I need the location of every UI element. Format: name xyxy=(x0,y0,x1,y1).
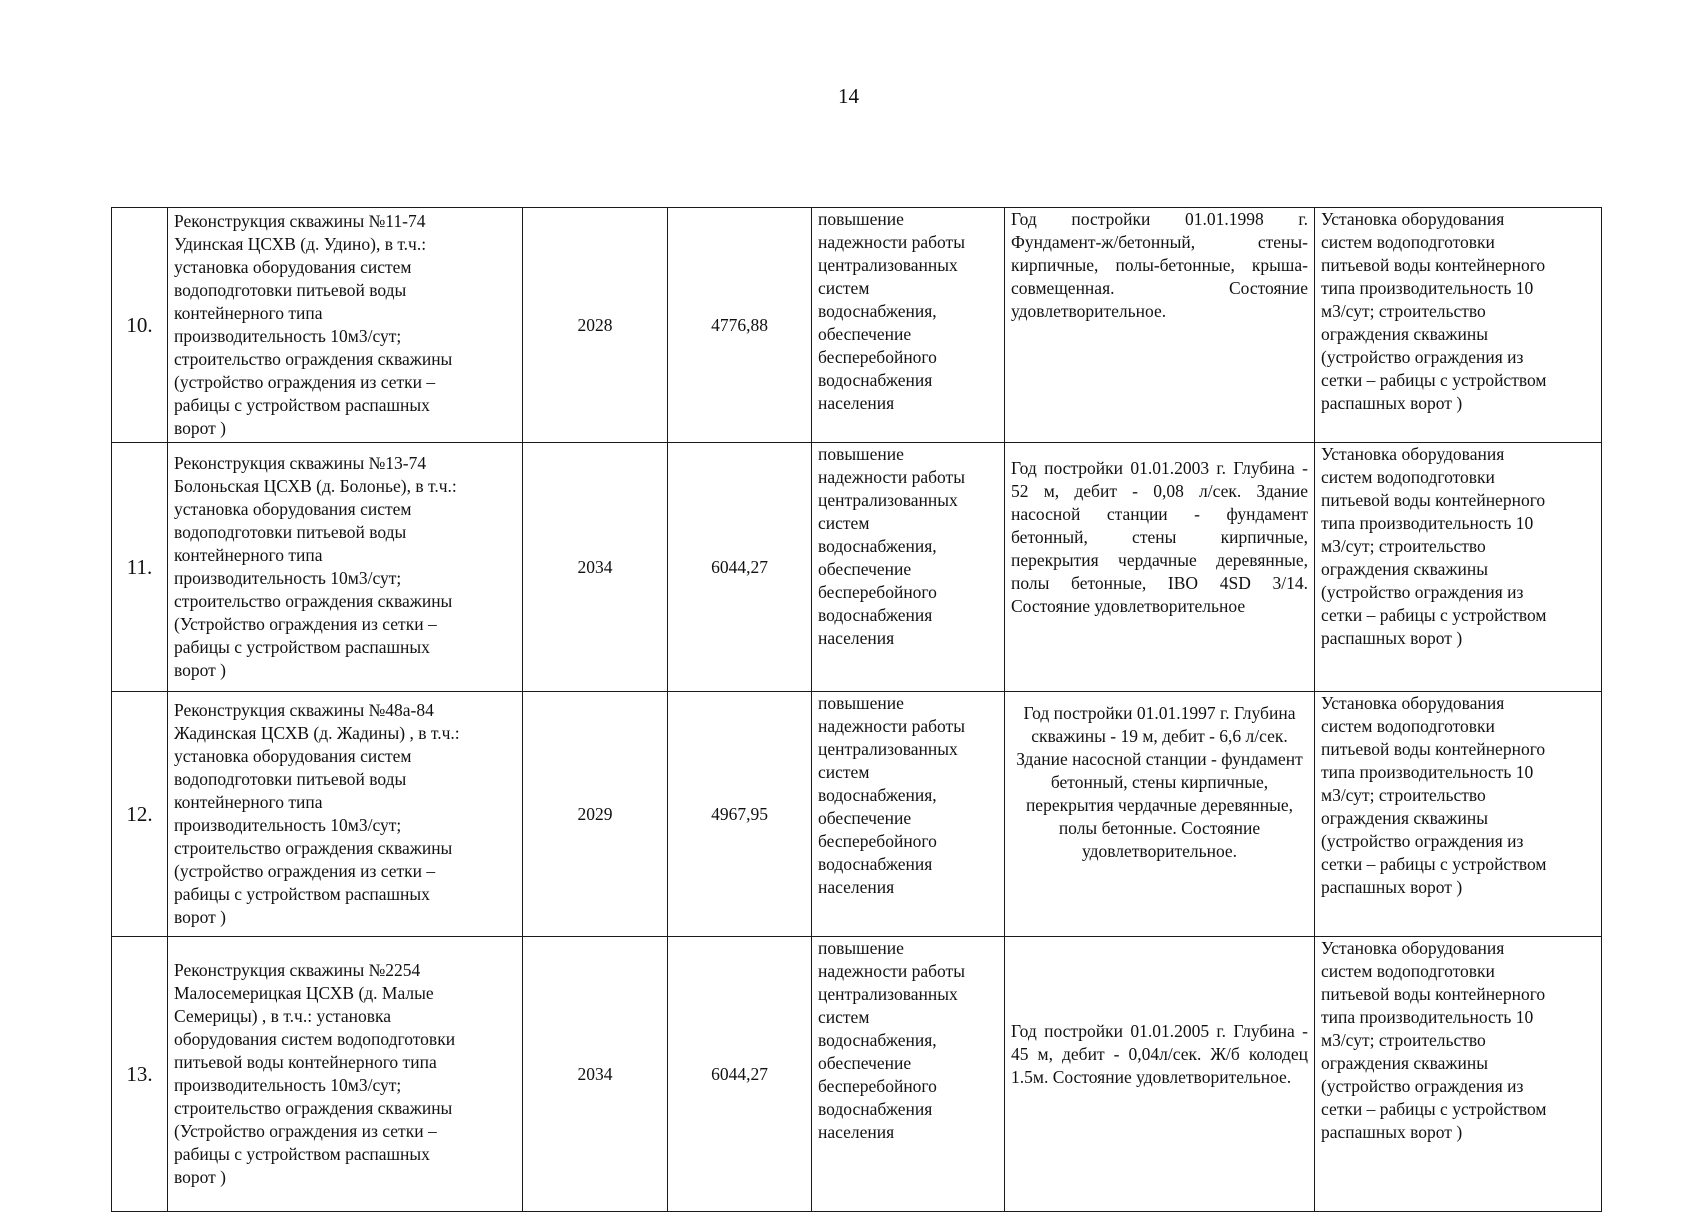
cost-cell: 4776,88 xyxy=(668,208,812,443)
measures-cell xyxy=(1315,692,1602,937)
cost-cell: 6044,27 xyxy=(668,937,812,1212)
table-row xyxy=(112,443,1602,692)
measures-text: Установка оборудования систем водоподготовки питьевой воды контейнерного типа производительность 10 м3/сут; строительство ограждения скважины (устройство ограждения из сетки – рабицы с устройством распашных ворот ) xyxy=(1321,693,1547,897)
row-number: 13. xyxy=(112,937,168,1212)
cost-cell: 4967,95 xyxy=(668,692,812,937)
state-text: Год постройки 01.01.2005 г. Глубина - 45 м, дебит - 0,04л/сек. Ж/б колодец 1.5м. Состояние удовлетворительное. xyxy=(1011,1020,1308,1087)
row-number: 12. xyxy=(112,692,168,937)
row-number: 11. xyxy=(112,443,168,692)
project-title xyxy=(168,443,523,692)
measures-cell xyxy=(1315,443,1602,692)
table-row xyxy=(112,208,1602,443)
year-cell: 2029 xyxy=(523,692,668,937)
purpose-text: повышение надежности работы централизованных систем водоснабжения, обеспечение бесперебойного водоснабжения населения xyxy=(818,444,965,648)
purpose-cell xyxy=(812,937,1005,1212)
purpose-cell xyxy=(812,208,1005,443)
purpose-text: повышение надежности работы централизованных систем водоснабжения, обеспечение бесперебойного водоснабжения населения xyxy=(818,209,965,413)
investment-table xyxy=(111,207,1602,1212)
table-row xyxy=(112,692,1602,937)
project-title-text: Реконструкция скважины №13-74 Болоньская ЦСХВ (д. Болонье), в т.ч.: установка оборудования систем водоподготовки питьевой воды контейнерного типа производительность 10м3/сут; строительство ограждения скважины (Устройство ограждения из сетки – рабицы с устройством распашных ворот ) xyxy=(174,453,457,680)
project-title-text: Реконструкция скважины №2254 Малосемерицкая ЦСХВ (д. Малые Семерицы) , в т.ч.: установка оборудования систем водоподготовки питьевой воды контейнерного типа производительность 10м3/сут; строительство ограждения скважины (Устройство ограждения из сетки – рабицы с устройством распашных ворот ) xyxy=(174,960,456,1187)
purpose-cell xyxy=(812,443,1005,692)
page-number: 14 xyxy=(838,84,859,108)
project-title xyxy=(168,208,523,443)
project-title-text: Реконструкция скважины №11-74 Удинская ЦСХВ (д. Удино), в т.ч.: установка оборудования систем водоподготовки питьевой воды контейнерного типа производительность 10м3/сут; строительство ограждения скважины (устройство ограждения из сетки – рабицы с устройством распашных ворот ) xyxy=(174,211,453,438)
state-text: Год постройки 01.01.1998 г. Фундамент-ж/бетонный, стены-кирпичные, полы-бетонные, крыша-совмещенная. Состояние удовлетворительное. xyxy=(1011,209,1308,321)
year-cell: 2034 xyxy=(523,443,668,692)
measures-text: Установка оборудования систем водоподготовки питьевой воды контейнерного типа производительность 10 м3/сут; строительство ограждения скважины (устройство ограждения из сетки – рабицы с устройством распашных ворот ) xyxy=(1321,209,1547,413)
cost-cell: 6044,27 xyxy=(668,443,812,692)
year-cell: 2028 xyxy=(523,208,668,443)
measures-text: Установка оборудования систем водоподготовки питьевой воды контейнерного типа производительность 10 м3/сут; строительство ограждения скважины (устройство ограждения из сетки – рабицы с устройством распашных ворот ) xyxy=(1321,444,1547,648)
table-row xyxy=(112,937,1602,1212)
project-title-text: Реконструкция скважины №48а-84 Жадинская ЦСХВ (д. Жадины) , в т.ч.: установка оборудования систем водоподготовки питьевой воды контейнерного типа производительность 10м3/сут; строительство ограждения скважины (устройство ограждения из сетки – рабицы с устройством распашных ворот ) xyxy=(174,700,460,927)
year-cell: 2034 xyxy=(523,937,668,1212)
state-cell xyxy=(1005,443,1315,692)
project-title xyxy=(168,692,523,937)
measures-cell xyxy=(1315,937,1602,1212)
purpose-cell xyxy=(812,692,1005,937)
state-text: Год постройки 01.01.1997 г. Глубина скважины - 19 м, дебит - 6,6 л/сек. Здание насосной станции - фундамент бетонный, стены кирпичные, перекрытия чердачные деревянные, полы бетонные. Состояние удовлетворительное. xyxy=(1016,703,1303,861)
state-cell xyxy=(1005,208,1315,443)
measures-text: Установка оборудования систем водоподготовки питьевой воды контейнерного типа производительность 10 м3/сут; строительство ограждения скважины (устройство ограждения из сетки – рабицы с устройством распашных ворот ) xyxy=(1321,938,1547,1142)
state-cell xyxy=(1005,692,1315,937)
state-text: Год постройки 01.01.2003 г. Глубина - 52 м, дебит - 0,08 л/сек. Здание насосной станции - фундамент бетонный, стены кирпичные, перекрытия чердачные деревянные, полы бетонные, IBO 4SD 3/14. Состояние удовлетворительное xyxy=(1011,458,1308,616)
measures-cell xyxy=(1315,208,1602,443)
state-cell xyxy=(1005,937,1315,1212)
purpose-text: повышение надежности работы централизованных систем водоснабжения, обеспечение бесперебойного водоснабжения населения xyxy=(818,693,965,897)
project-title xyxy=(168,937,523,1212)
row-number: 10. xyxy=(112,208,168,443)
purpose-text: повышение надежности работы централизованных систем водоснабжения, обеспечение бесперебойного водоснабжения населения xyxy=(818,938,965,1142)
